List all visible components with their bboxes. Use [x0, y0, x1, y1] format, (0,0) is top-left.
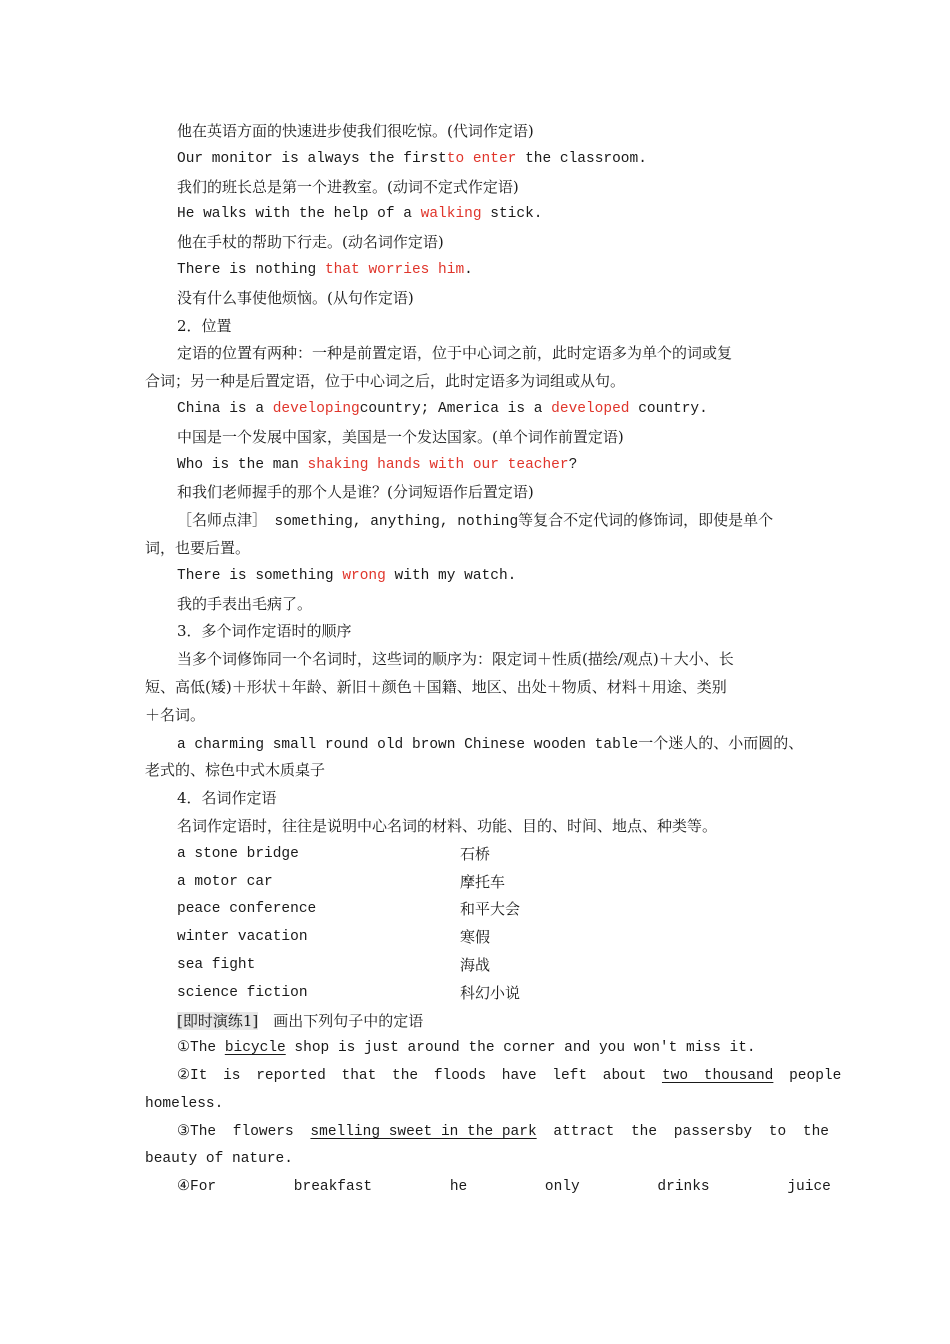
chinese-meaning: 海战	[460, 955, 491, 974]
section-heading: 3．多个词作定语时的顺序	[177, 622, 352, 641]
text: stick.	[481, 206, 543, 223]
paragraph-line: ＋名词。	[145, 705, 206, 724]
text: There is nothing	[177, 261, 325, 278]
text: people	[773, 1068, 842, 1085]
practice-question	[145, 1035, 810, 1063]
chinese-meaning: 石桥	[460, 844, 491, 863]
chinese-meaning: 摩托车	[460, 872, 506, 891]
practice-question	[145, 1063, 842, 1091]
text: attract the passersby to the	[536, 1123, 830, 1140]
table-row	[145, 980, 810, 1008]
table-row	[145, 869, 810, 897]
practice-tag: [即时演练1]	[177, 1011, 259, 1030]
english-phrase: winter vacation	[177, 929, 308, 946]
paragraph-line: 短、高低(矮)＋形状＋年龄、新旧＋颜色＋国籍、地区、出处＋物质、材料＋用途、类别	[145, 677, 727, 696]
attribute-highlight: walking	[420, 206, 482, 223]
text: 等复合不定代词的修饰词，即使是单个	[518, 511, 774, 530]
example-sentence	[145, 452, 810, 480]
translation-line: 中国是一个发展中国家，美国是一个发达国家。(单个词作前置定语)	[177, 427, 624, 446]
table-row	[145, 896, 810, 924]
text: ①The	[177, 1040, 225, 1057]
example-sentence	[145, 730, 810, 758]
section-heading: 2．位置	[177, 316, 232, 335]
practice-instruction: 画出下列句子中的定语	[258, 1011, 424, 1030]
tip-label: ［名师点津］	[177, 511, 275, 530]
attribute-highlight: wrong	[342, 567, 386, 584]
example-sentence	[145, 396, 810, 424]
text: Who is the man	[177, 456, 308, 473]
translation-line: 他在手杖的帮助下行走。(动名词作定语)	[177, 233, 444, 252]
practice-question: homeless.	[145, 1095, 224, 1112]
text: ?	[568, 456, 578, 473]
english-phrase: science fiction	[177, 984, 308, 1001]
attribute-highlight: to enter	[446, 150, 517, 167]
text: a charming small round old brown Chinese wooden table	[177, 736, 639, 753]
underlined-attribute: smelling sweet in the park	[310, 1123, 537, 1140]
attribute-highlight: developed	[551, 400, 630, 417]
section-heading: 4．名词作定语	[177, 789, 277, 808]
translation-line: 没有什么事使他烦恼。(从句作定语)	[177, 288, 414, 307]
practice-heading	[145, 1008, 810, 1036]
table-row	[145, 841, 810, 869]
english-phrase: sea fight	[177, 956, 256, 973]
paragraph-line: 当多个词修饰同一个名词时，这些词的顺序为：限定词＋性质(描绘/观点)＋大小、长	[177, 650, 734, 669]
english-phrase: peace conference	[177, 901, 317, 918]
text: with my watch.	[385, 567, 517, 584]
text: There is something	[177, 567, 343, 584]
practice-question: ④For breakfast he only drinks juice	[177, 1179, 831, 1196]
table-row	[145, 952, 810, 980]
teacher-tip	[145, 507, 810, 535]
noun-attribute-table	[145, 841, 810, 1008]
example-sentence	[145, 146, 810, 174]
underlined-attribute: two thousand	[661, 1068, 774, 1085]
text: ③The flowers	[177, 1123, 311, 1140]
paragraph-line: 名词作定语时，往往是说明中心名词的材料、功能、目的、时间、地点、种类等。	[177, 816, 718, 835]
attribute-highlight: that worries him	[324, 261, 465, 278]
text: ②It is reported that the floods have left about	[177, 1068, 662, 1085]
table-row	[145, 924, 810, 952]
underlined-attribute: bicycle	[224, 1040, 286, 1057]
chinese-meaning: 寒假	[460, 928, 491, 947]
text: Our monitor is always the first	[177, 150, 447, 167]
text: .	[464, 261, 473, 278]
attribute-highlight: shaking hands with our teacher	[307, 456, 569, 473]
example-sentence	[145, 563, 810, 591]
text: shop is just around the corner and you won't miss it.	[285, 1040, 756, 1057]
text: He walks with the help of a	[177, 206, 421, 223]
english-phrase: a motor car	[177, 873, 273, 890]
text: 一个迷人的、小而圆的、	[638, 733, 804, 752]
translation-line: 我们的班长总是第一个进教室。(动词不定式作定语)	[177, 177, 519, 196]
practice-question: beauty of nature.	[145, 1151, 293, 1168]
attribute-highlight: developing	[272, 400, 360, 417]
paragraph-line: 合词；另一种是后置定语，位于中心词之后，此时定语多为词组或从句。	[145, 372, 626, 391]
paragraph-line: 定语的位置有两种：一种是前置定语，位于中心词之前，此时定语多为单个的词或复	[177, 344, 733, 363]
translation-line: 老式的、棕色中式木质桌子	[145, 761, 326, 780]
text-line: 他在英语方面的快速进步使我们很吃惊。(代词作定语)	[177, 122, 534, 140]
teacher-tip: 词，也要后置。	[145, 538, 251, 557]
translation-line: 我的手表出毛病了。	[177, 594, 313, 613]
document-page	[145, 118, 842, 1202]
practice-question	[145, 1119, 830, 1147]
text: China is a	[177, 400, 273, 417]
chinese-meaning: 科幻小说	[460, 983, 521, 1002]
example-sentence	[145, 257, 810, 285]
text: something, anything, nothing	[274, 514, 519, 531]
english-phrase: a stone bridge	[177, 845, 299, 862]
chinese-meaning: 和平大会	[460, 900, 521, 919]
text: the classroom.	[516, 150, 647, 167]
text: country.	[629, 400, 708, 417]
text: country; America is a	[359, 400, 552, 417]
translation-line: 和我们老师握手的那个人是谁？(分词短语作后置定语)	[177, 483, 534, 502]
example-sentence	[145, 201, 810, 229]
